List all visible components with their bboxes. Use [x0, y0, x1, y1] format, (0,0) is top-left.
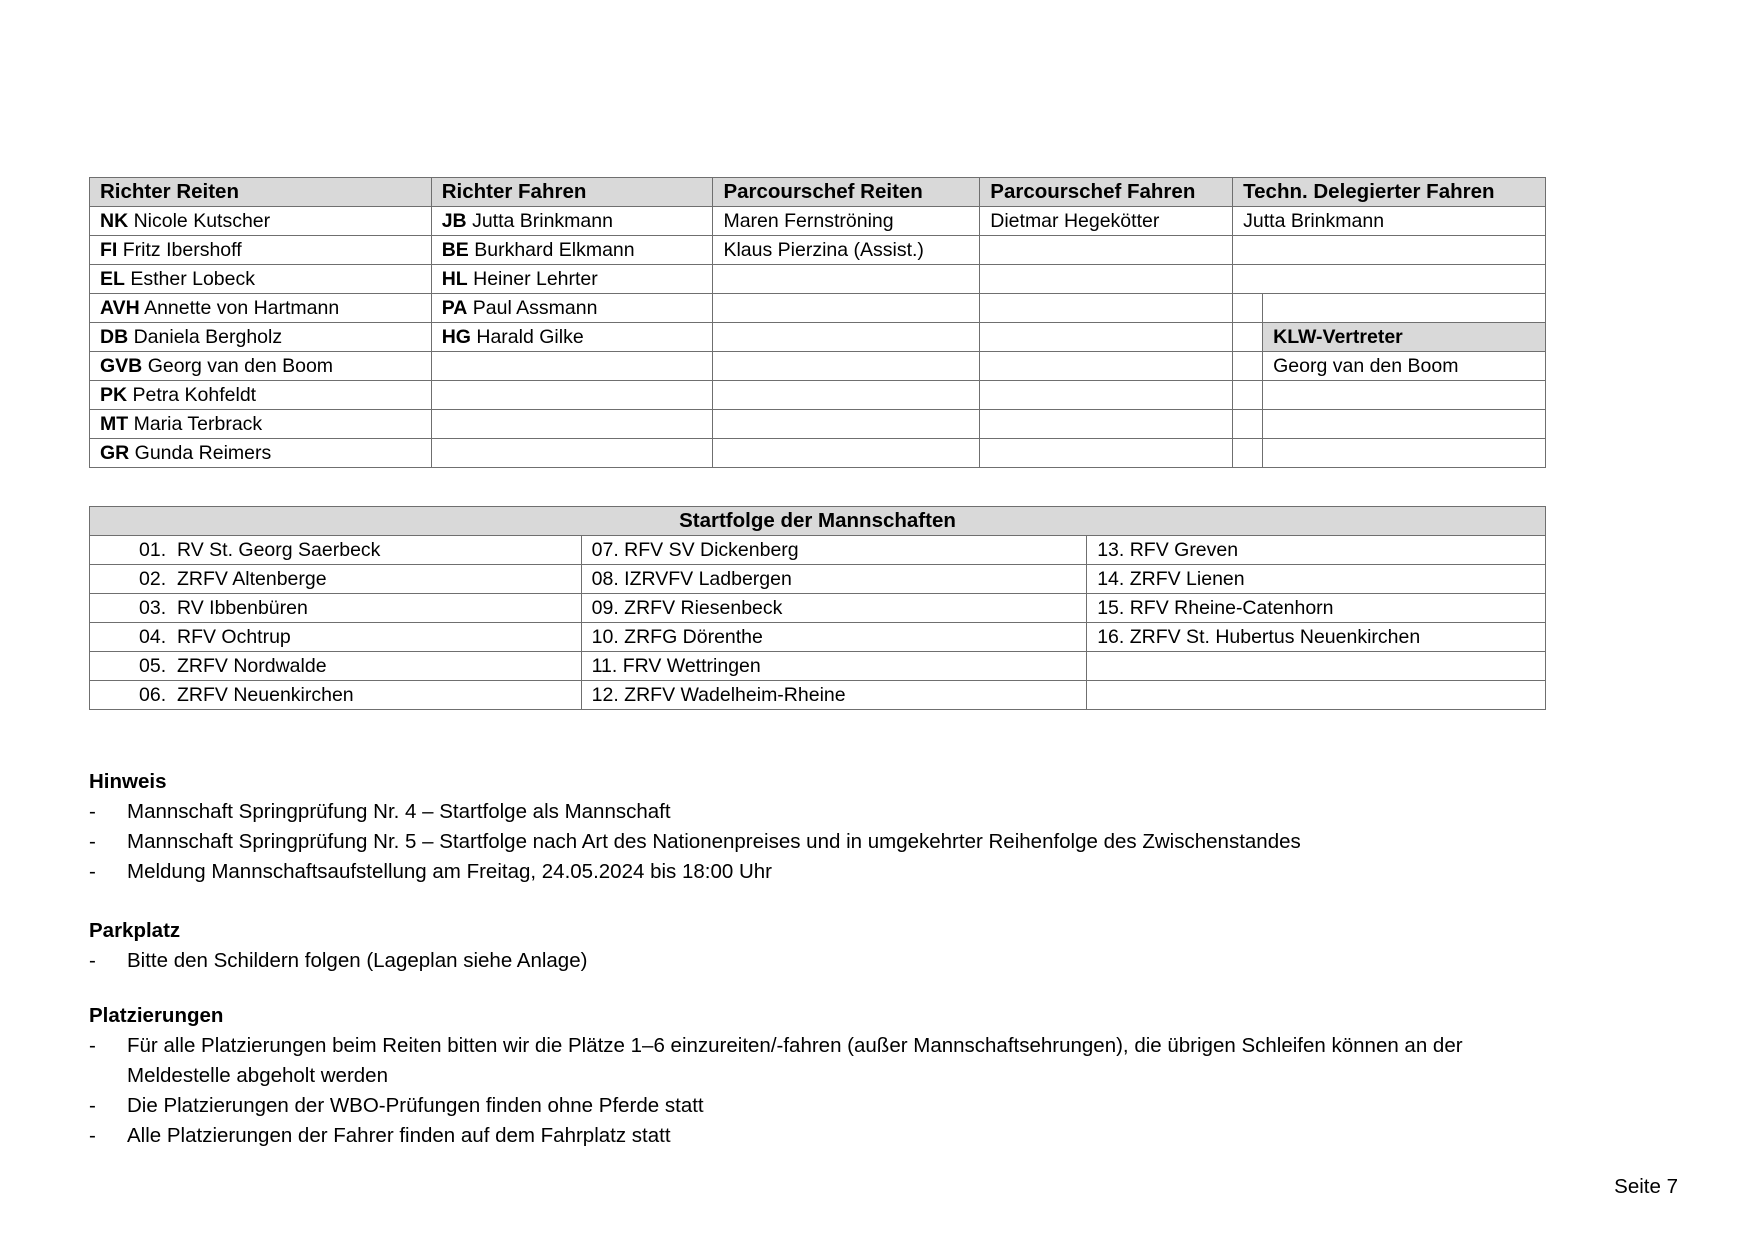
- judge-code: MT: [100, 412, 129, 435]
- table-row: [90, 652, 1546, 681]
- judge-name: Esther Lobeck: [130, 267, 255, 290]
- table-cell: [1087, 681, 1546, 710]
- hinweis-section: [89, 770, 1301, 887]
- startorder-table: [89, 506, 1546, 710]
- table-cell: [431, 207, 713, 236]
- hinweis-list: [89, 797, 1301, 887]
- table-cell: [713, 265, 980, 294]
- judge-name: Annette von Hartmann: [144, 296, 340, 319]
- list-item: - Meldung Mannschaftsaufstellung am Freitag, 24.05.2024 bis 18:00 Uhr: [89, 857, 1301, 887]
- startorder-title: Startfolge der Mannschaften: [90, 507, 1546, 536]
- judge-code: EL: [100, 267, 125, 290]
- team-number: 05.: [139, 654, 167, 677]
- table-cell: [980, 352, 1233, 381]
- team-number: 04.: [139, 625, 167, 648]
- table-cell: Jutta Brinkmann: [1233, 207, 1546, 236]
- judge-code: GVB: [100, 354, 143, 377]
- table-cell: 15. RFV Rheine-Catenhorn: [1087, 594, 1546, 623]
- hinweis-title: Hinweis: [89, 770, 167, 793]
- parkplatz-title: Parkplatz: [89, 919, 181, 942]
- judge-code: PK: [100, 383, 128, 406]
- judge-name: Heiner Lehrter: [473, 267, 598, 290]
- list-item: - Für alle Platzierungen beim Reiten bitten wir die Plätze 1–6 einzureiten/-fahren (außer Mannschaftsehrungen), die übrigen Schleifen können an der Meldestelle abgeholt werden: [89, 1031, 1539, 1091]
- table-cell: [431, 439, 713, 468]
- spacer-cell: [1233, 381, 1263, 410]
- table-cell: [90, 207, 432, 236]
- page-number: Seite 7: [1614, 1175, 1678, 1198]
- list-item: - Mannschaft Springprüfung Nr. 4 – Startfolge als Mannschaft: [89, 797, 1301, 827]
- parkplatz-list: [89, 946, 587, 976]
- table-cell: 14. ZRFV Lienen: [1087, 565, 1546, 594]
- table-cell: [90, 265, 432, 294]
- table-cell: [1233, 265, 1546, 294]
- table-row: [90, 381, 1546, 410]
- judge-name: Gunda Reimers: [134, 441, 272, 464]
- table-cell: [980, 381, 1233, 410]
- table-cell: [713, 352, 980, 381]
- table-row: [90, 439, 1546, 468]
- judge-code: JB: [441, 209, 467, 232]
- table-row: [90, 265, 1546, 294]
- table-cell: [1087, 652, 1546, 681]
- table-row: [90, 294, 1546, 323]
- header-parcourschef-fahren: Parcourschef Fahren: [980, 178, 1233, 207]
- table-cell: [90, 323, 432, 352]
- platzierungen-title: Platzierungen: [89, 1004, 224, 1027]
- table-row: [90, 565, 1546, 594]
- table-cell: [90, 352, 432, 381]
- team-number: 02.: [139, 567, 167, 590]
- list-item: - Alle Platzierungen der Fahrer finden auf dem Fahrplatz statt: [89, 1121, 1539, 1151]
- table-cell: [90, 681, 582, 710]
- table-cell: [90, 652, 582, 681]
- spacer-cell: [1233, 439, 1263, 468]
- table-cell: [90, 536, 582, 565]
- table-row: [90, 594, 1546, 623]
- table-cell: 12. ZRFV Wadelheim-Rheine: [581, 681, 1087, 710]
- table-cell: [431, 265, 713, 294]
- table-cell: [431, 410, 713, 439]
- judge-name: Harald Gilke: [476, 325, 584, 348]
- table-cell: [431, 352, 713, 381]
- table-cell: [90, 565, 582, 594]
- table-row: [90, 236, 1546, 265]
- table-cell: [713, 410, 980, 439]
- table-cell: [431, 236, 713, 265]
- table-cell: [431, 381, 713, 410]
- team-name: ZRFV Altenberge: [177, 567, 327, 590]
- parkplatz-section: [89, 919, 587, 976]
- table-cell: [980, 294, 1233, 323]
- table-cell: [980, 439, 1233, 468]
- header-richter-fahren: Richter Fahren: [431, 178, 713, 207]
- team-name: RV Ibbenbüren: [177, 596, 308, 619]
- judge-code: PA: [441, 296, 468, 319]
- table-row: [90, 681, 1546, 710]
- team-number: 01.: [139, 538, 167, 561]
- list-item: - Bitte den Schildern folgen (Lageplan siehe Anlage): [89, 946, 587, 976]
- startorder-header-row: [90, 507, 1546, 536]
- table-cell: [431, 323, 713, 352]
- table-cell: Dietmar Hegekötter: [980, 207, 1233, 236]
- table-row: [90, 207, 1546, 236]
- table-row: [90, 623, 1546, 652]
- judge-code: AVH: [100, 296, 140, 319]
- table-cell: [713, 439, 980, 468]
- judge-code: FI: [100, 238, 118, 261]
- table-cell: [1263, 294, 1546, 323]
- table-cell: 16. ZRFV St. Hubertus Neuenkirchen: [1087, 623, 1546, 652]
- table-cell: [1233, 236, 1546, 265]
- spacer-cell: [1233, 410, 1263, 439]
- table-cell: [90, 294, 432, 323]
- spacer-cell: [1233, 294, 1263, 323]
- team-number: 03.: [139, 596, 167, 619]
- table-cell: [980, 236, 1233, 265]
- platzierungen-section: [89, 1004, 1539, 1151]
- judge-name: Fritz Ibershoff: [122, 238, 242, 261]
- table-cell: Maren Fernströning: [713, 207, 980, 236]
- judge-name: Daniela Bergholz: [133, 325, 283, 348]
- team-name: RFV Ochtrup: [177, 625, 291, 648]
- table-cell: [1263, 439, 1546, 468]
- table-cell: [90, 439, 432, 468]
- table-cell: 07. RFV SV Dickenberg: [581, 536, 1087, 565]
- list-item: - Mannschaft Springprüfung Nr. 5 – Startfolge nach Art des Nationenpreises und in umgekehrter Reihenfolge des Zwischenstandes: [89, 827, 1301, 857]
- klw-header: KLW-Vertreter: [1263, 323, 1546, 352]
- team-name: RV St. Georg Saerbeck: [177, 538, 381, 561]
- table-cell: 09. ZRFV Riesenbeck: [581, 594, 1087, 623]
- table-cell: [713, 381, 980, 410]
- judge-name: Paul Assmann: [472, 296, 598, 319]
- klw-name: Georg van den Boom: [1263, 352, 1546, 381]
- table-row: [90, 352, 1546, 381]
- header-parcourschef-reiten: Parcourschef Reiten: [713, 178, 980, 207]
- table-cell: 10. ZRFG Dörenthe: [581, 623, 1087, 652]
- table-cell: [431, 294, 713, 323]
- table-cell: [90, 623, 582, 652]
- list-item: - Die Platzierungen der WBO-Prüfungen finden ohne Pferde statt: [89, 1091, 1539, 1121]
- team-number: 06.: [139, 683, 167, 706]
- judge-code: GR: [100, 441, 130, 464]
- table-cell: [90, 236, 432, 265]
- judge-code: BE: [441, 238, 469, 261]
- judge-name: Georg van den Boom: [147, 354, 334, 377]
- table-row: [90, 410, 1546, 439]
- judge-code: HL: [441, 267, 468, 290]
- header-techn-delegierter: Techn. Delegierter Fahren: [1233, 178, 1546, 207]
- table-row: [90, 323, 1546, 352]
- team-name: ZRFV Nordwalde: [177, 654, 327, 677]
- spacer-cell: [1233, 323, 1263, 352]
- table-cell: 13. RFV Greven: [1087, 536, 1546, 565]
- judge-code: DB: [100, 325, 129, 348]
- judge-name: Nicole Kutscher: [133, 209, 271, 232]
- table-cell: [90, 381, 432, 410]
- table-cell: Klaus Pierzina (Assist.): [713, 236, 980, 265]
- team-name: ZRFV Neuenkirchen: [177, 683, 354, 706]
- officials-header-row: [90, 178, 1546, 207]
- judge-code: NK: [100, 209, 129, 232]
- table-cell: [980, 410, 1233, 439]
- spacer-cell: [1233, 352, 1263, 381]
- officials-table: [89, 177, 1546, 468]
- table-cell: [90, 410, 432, 439]
- table-cell: [90, 594, 582, 623]
- judge-name: Petra Kohfeldt: [132, 383, 257, 406]
- table-cell: [980, 265, 1233, 294]
- table-cell: [713, 323, 980, 352]
- judge-code: HG: [441, 325, 471, 348]
- table-cell: 08. IZRVFV Ladbergen: [581, 565, 1087, 594]
- table-cell: [713, 294, 980, 323]
- table-cell: 11. FRV Wettringen: [581, 652, 1087, 681]
- header-richter-reiten: Richter Reiten: [90, 178, 432, 207]
- table-cell: [980, 323, 1233, 352]
- judge-name: Jutta Brinkmann: [472, 209, 613, 232]
- table-row: [90, 536, 1546, 565]
- judge-name: Burkhard Elkmann: [474, 238, 635, 261]
- table-cell: [1263, 381, 1546, 410]
- table-cell: [1263, 410, 1546, 439]
- platzierungen-list: [89, 1031, 1539, 1151]
- judge-name: Maria Terbrack: [133, 412, 263, 435]
